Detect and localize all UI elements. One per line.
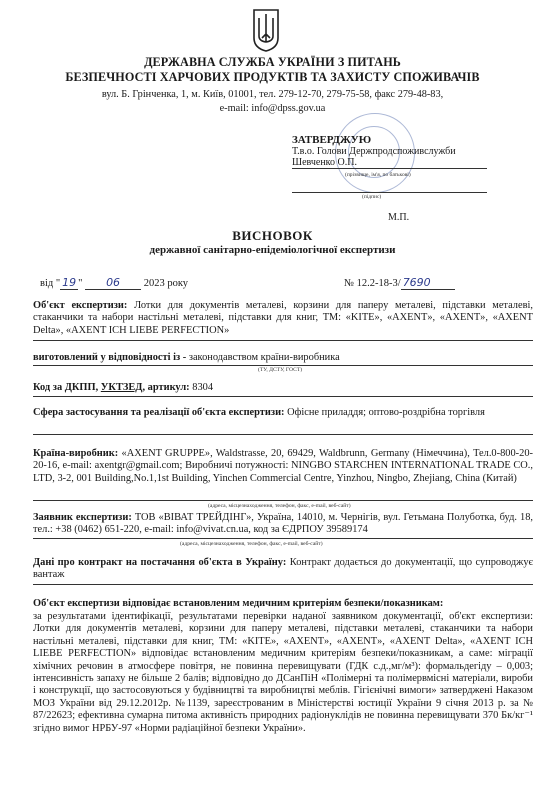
conformity-heading: Об'єкт експертизи відповідає встановленим медичним критеріям безпеки/показникам:	[33, 598, 444, 609]
approval-position: Т.в.о. Голови Держпродспоживслужби	[292, 146, 456, 157]
object-section: Об'єкт експертизи: Лотки для документів металеві, корзини для паперу металеві, підставки металеві, стаканчики та набори настільні металеві, підставки для книг, ТМ: «KITE», «AXENT», «AXENT», «AXENT Delta», «AXENT ICH LIEBE PERFECTION»	[33, 300, 533, 336]
applicant-section: Заявник експертизи: ТОВ «ВІВАТ ТРЕЙДІНГ», Україна, 14010, м. Чернігів, вул. Гетьмана Полуботка, буд. 18, тел.: +38 (0462) 651-220, e-mail: info@vivat.cn.ua, код за ЄДРПОУ 39589174	[33, 512, 533, 536]
org-name-line2: БЕЗПЕЧНОСТІ ХАРЧОВИХ ПРОДУКТІВ ТА ЗАХИСТУ СПОЖИВАЧІВ	[65, 70, 480, 84]
signature-line	[292, 192, 487, 193]
divider	[33, 340, 533, 341]
signature-caption: (підпис)	[362, 194, 382, 200]
approval-title: ЗАТВЕРДЖУЮ	[292, 134, 372, 146]
trident-emblem-icon	[252, 8, 280, 52]
org-address: вул. Б. Грінченка, 1, м. Київ, 01001, тел. 279-12-70, 279-75-58, факс 279-48-83,	[101, 89, 444, 100]
applicant-hint: (адреса, місцезнаходження, телефон, факс, e-mail, веб-сайт)	[180, 541, 323, 547]
approver-name: Шевченко О.П.	[292, 157, 487, 169]
date-year: 2023 року	[143, 278, 189, 289]
number-handwritten: 7690	[401, 276, 455, 290]
conformity-text: за результатами ідентифікації, результатами перевірки наданої заявником документації, об'єкт експертизи: Лотки для документів металеві, корзини для паперу металеві, підставки металеві, стаканчики та набори настільні металеві, підставки для книг, ТМ: «KITE», «AXENT», «AXENT», «AXENT Delta», «AXENT ICH LIEBE PERFECTION» відповідає встановленим медичним критеріям безпеки/показникам, а саме: міграції хімічних речовин в атмосфере повітря, не повинна перевищувати (ГДК с.д.,мг/м³): формальдегіду – 0,003; інтенсивність запаху не більше 2 балів; відповідно до ДСанПіН «Полімерні та полімервмісні матеріали, вироби і конструкції, що застосовуються у будівництві та виробництві меблів. Гігієнічні вимоги» затверджені Наказом МОЗ України від 29.12.2012р. №1139, зареєстрованим в Міністерстві юстиції України 9 січня 2013 р. за № 87/22623; ефективна сумарна питома активність природних радіонуклідів не повинна перевищувати 370 Бк/кг⁻¹ згідно вимог НРБУ-97 «Норми радіаційної безпеки України».	[33, 611, 533, 734]
name-caption: (прізвище, ім'я, по батькові)	[345, 172, 411, 178]
document-number: № 12.2-18-3/ 7690	[344, 276, 455, 290]
date-day: 19	[62, 276, 77, 289]
approval-block	[292, 134, 532, 169]
country-section: Країна-виробник: «AXENT GRUPPE», Waldstrasse, 20, 69429, Waldbrunn, Germany (Німеччина), Тел.0-800-20-20-16, e-mail: axentgr@gmail.com; Виробничі потужності: NINGBO STARCHEN INTERNATIONAL TRADE CO., LTD, 3-2, 001 Building,No.1,1st Building, Yinchen Commercial Centre, Yinzhou, Ningbo, Zhejiang, China (Китай)	[33, 448, 533, 484]
divider	[33, 434, 533, 435]
made-hint: (ТУ, ДСТУ, ГОСТ)	[258, 367, 303, 373]
divider	[33, 584, 533, 585]
org-name-line1: ДЕРЖАВНА СЛУЖБА УКРАЇНИ З ПИТАНЬ	[144, 55, 401, 69]
scope-section: Сфера застосування та реалізації об'єкта експертизи: Офісне приладдя; оптово-роздрібна торгівля	[33, 407, 485, 418]
code-section: Код за ДКПП, УКТЗЕД, артикул: 8304	[33, 382, 214, 393]
divider	[33, 500, 533, 501]
made-section: виготовлений у відповідності із - законодавством країни-виробника	[33, 352, 340, 363]
org-email: e-mail: info@dpss.gov.ua	[219, 103, 326, 114]
seal-label: М.П.	[388, 212, 410, 223]
country-hint-caption: (адреса, місцезнаходження, телефон, факс, e-mail, веб-сайт)	[208, 503, 351, 509]
document-subtitle: державної санітарно-епідеміологічної експертизи	[149, 244, 396, 256]
contract-section: Дані про контракт на постачання об'єкта в Україну: Контракт додається до документації, що супроводжує вантаж	[33, 557, 533, 581]
divider	[33, 396, 533, 397]
divider	[33, 365, 533, 366]
divider	[33, 538, 533, 539]
issue-date: від " 19 " 06 2023 року	[40, 276, 189, 289]
document-title: ВИСНОВОК	[232, 228, 313, 243]
date-month: 06	[85, 276, 141, 290]
